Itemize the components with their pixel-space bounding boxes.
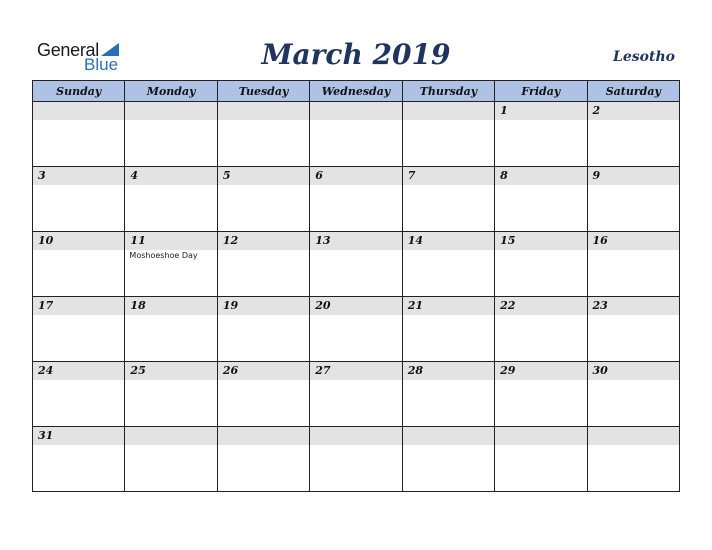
week-row (33, 102, 680, 167)
country-label: Lesotho (613, 49, 675, 65)
weekday-header: Monday (125, 81, 217, 102)
day-cell[interactable] (310, 232, 402, 297)
day-number: 30 (588, 362, 679, 380)
day-number: 12 (218, 232, 309, 250)
day-number: 11 (125, 232, 216, 250)
day-cell[interactable] (125, 362, 217, 427)
day-number (125, 102, 216, 120)
weekday-header: Thursday (402, 81, 494, 102)
week-row (33, 232, 680, 297)
calendar-grid (32, 80, 680, 492)
day-number (495, 427, 586, 445)
day-number: 19 (218, 297, 309, 315)
day-cell[interactable] (495, 362, 587, 427)
day-cell[interactable] (217, 232, 309, 297)
weekday-header: Sunday (33, 81, 125, 102)
day-cell[interactable] (495, 297, 587, 362)
day-number (403, 427, 494, 445)
day-cell[interactable] (217, 427, 309, 492)
day-number: 15 (495, 232, 586, 250)
day-cell[interactable] (587, 102, 679, 167)
day-number: 28 (403, 362, 494, 380)
day-number (218, 427, 309, 445)
day-cell[interactable] (310, 102, 402, 167)
day-number: 6 (310, 167, 401, 185)
day-cell[interactable] (310, 362, 402, 427)
day-number: 25 (125, 362, 216, 380)
day-cell[interactable] (125, 232, 217, 297)
day-number: 16 (588, 232, 679, 250)
day-number: 5 (218, 167, 309, 185)
day-number (218, 102, 309, 120)
day-cell[interactable] (495, 427, 587, 492)
week-row (33, 427, 680, 492)
weekday-header: Wednesday (310, 81, 402, 102)
day-number: 14 (403, 232, 494, 250)
day-number: 2 (588, 102, 679, 120)
logo-text-blue: Blue (84, 55, 119, 74)
day-cell[interactable] (402, 297, 494, 362)
day-cell[interactable] (125, 102, 217, 167)
weekday-header-row (33, 81, 680, 102)
holiday-label: Moshoeshoe Day (129, 251, 198, 260)
day-number: 3 (33, 167, 124, 185)
day-number: 29 (495, 362, 586, 380)
day-number (310, 102, 401, 120)
day-cell[interactable] (217, 297, 309, 362)
day-cell[interactable] (402, 167, 494, 232)
day-number: 7 (403, 167, 494, 185)
day-number (33, 102, 124, 120)
day-cell[interactable] (495, 102, 587, 167)
day-cell[interactable] (402, 362, 494, 427)
day-cell[interactable] (125, 167, 217, 232)
day-cell[interactable] (217, 167, 309, 232)
day-cell[interactable] (310, 167, 402, 232)
day-cell[interactable] (125, 427, 217, 492)
day-number: 1 (495, 102, 586, 120)
day-number: 4 (125, 167, 216, 185)
day-cell[interactable] (402, 232, 494, 297)
day-number: 17 (33, 297, 124, 315)
week-row (33, 362, 680, 427)
day-number: 21 (403, 297, 494, 315)
day-number: 13 (310, 232, 401, 250)
day-cell[interactable] (33, 102, 125, 167)
day-number: 10 (33, 232, 124, 250)
day-cell[interactable] (495, 167, 587, 232)
day-cell[interactable] (587, 232, 679, 297)
day-cell[interactable] (587, 362, 679, 427)
weekday-header: Tuesday (217, 81, 309, 102)
day-number: 26 (218, 362, 309, 380)
logo-text-general: General (37, 40, 99, 60)
day-cell[interactable] (217, 102, 309, 167)
day-number (403, 102, 494, 120)
day-cell[interactable] (33, 362, 125, 427)
day-number: 22 (495, 297, 586, 315)
day-number: 31 (33, 427, 124, 445)
day-number (125, 427, 216, 445)
week-row (33, 167, 680, 232)
day-cell[interactable] (125, 297, 217, 362)
day-number: 18 (125, 297, 216, 315)
calendar-body (33, 102, 680, 492)
day-cell[interactable] (33, 232, 125, 297)
day-cell[interactable] (402, 427, 494, 492)
day-number (310, 427, 401, 445)
day-cell[interactable] (33, 167, 125, 232)
day-number: 20 (310, 297, 401, 315)
day-cell[interactable] (495, 232, 587, 297)
day-cell[interactable] (33, 427, 125, 492)
day-cell[interactable] (587, 427, 679, 492)
day-cell[interactable] (217, 362, 309, 427)
day-cell[interactable] (310, 297, 402, 362)
day-number (588, 427, 679, 445)
weekday-header: Saturday (587, 81, 679, 102)
day-cell[interactable] (587, 167, 679, 232)
day-number: 24 (33, 362, 124, 380)
day-cell[interactable] (587, 297, 679, 362)
day-number: 27 (310, 362, 401, 380)
weekday-header: Friday (495, 81, 587, 102)
week-row (33, 297, 680, 362)
day-number: 8 (495, 167, 586, 185)
day-cell[interactable] (402, 102, 494, 167)
day-number: 9 (588, 167, 679, 185)
day-number: 23 (588, 297, 679, 315)
day-cell[interactable] (310, 427, 402, 492)
page-title: March 2019 (261, 38, 451, 71)
day-cell[interactable] (33, 297, 125, 362)
